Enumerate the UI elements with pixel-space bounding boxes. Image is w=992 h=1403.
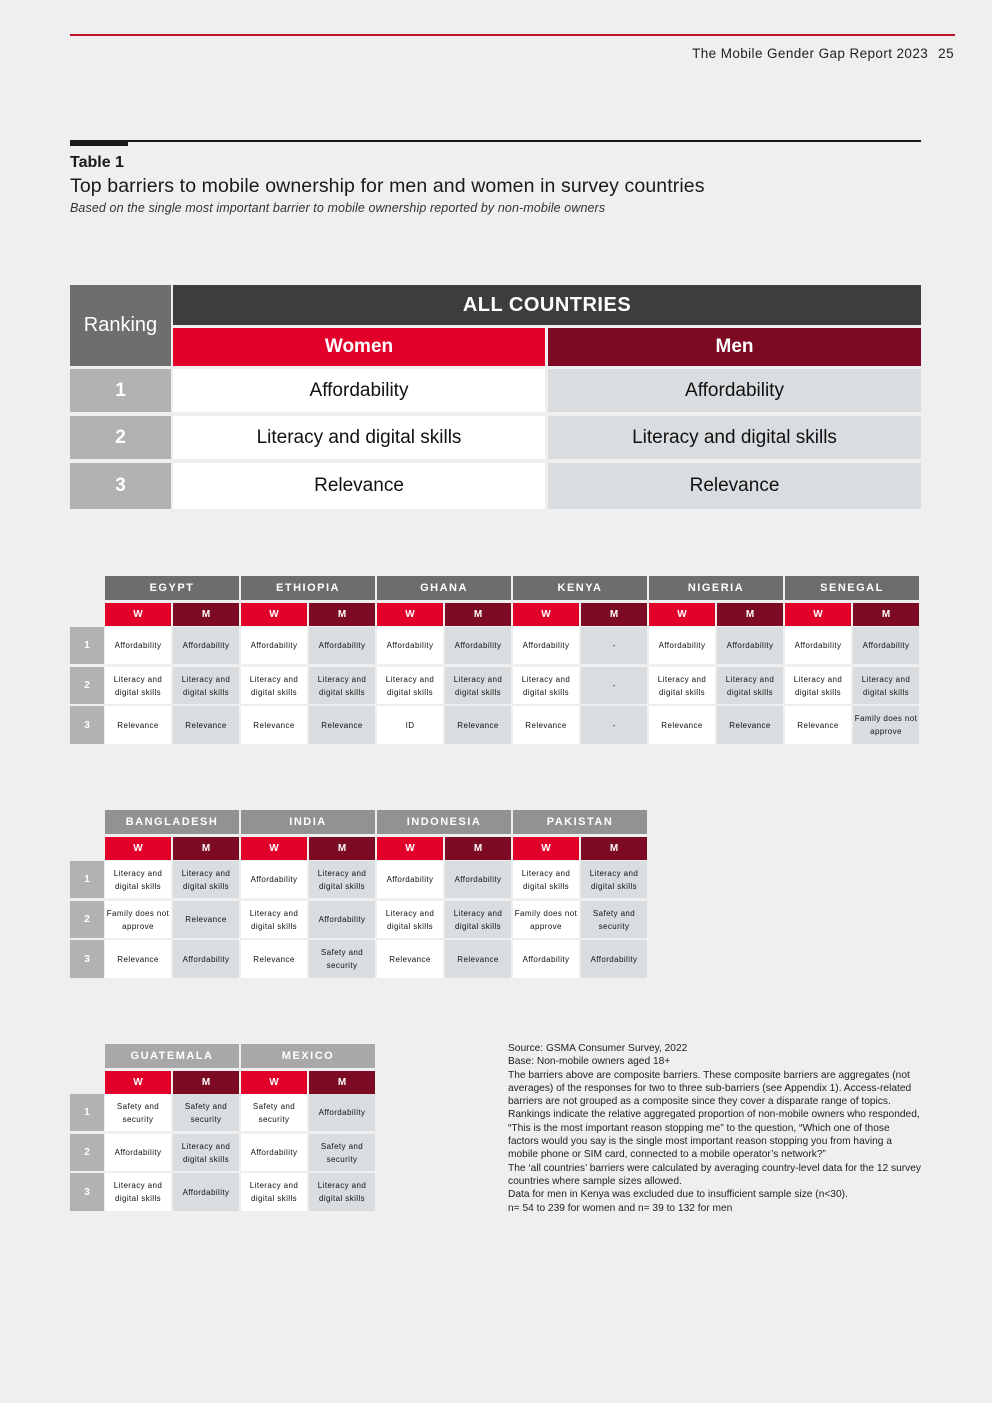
men-barrier-cell: Relevance bbox=[548, 463, 921, 509]
women-barrier-cell: Family does not approve bbox=[513, 901, 579, 938]
women-barrier-cell: Relevance bbox=[241, 940, 307, 978]
women-barrier-cell: Relevance bbox=[649, 706, 715, 744]
women-barrier-cell: Affordability bbox=[241, 1134, 307, 1171]
rank-cell: 3 bbox=[70, 463, 171, 509]
women-barrier-cell: Affordability bbox=[513, 940, 579, 978]
men-column-header: M bbox=[309, 603, 375, 626]
women-barrier-cell: Relevance bbox=[785, 706, 851, 744]
women-column-header: W bbox=[513, 837, 579, 860]
rank-cell: 1 bbox=[70, 1094, 104, 1131]
men-barrier-cell: Relevance bbox=[309, 706, 375, 744]
men-column-header: M bbox=[853, 603, 919, 626]
rank-cell: 2 bbox=[70, 901, 104, 938]
men-barrier-cell: Affordability bbox=[717, 627, 783, 664]
men-barrier-cell: Affordability bbox=[173, 1173, 239, 1211]
men-barrier-cell: Safety and security bbox=[581, 901, 647, 938]
women-column-header: W bbox=[377, 603, 443, 626]
men-barrier-cell: Affordability bbox=[309, 901, 375, 938]
country-header: MEXICO bbox=[241, 1044, 375, 1068]
country-header: KENYA bbox=[513, 576, 647, 600]
women-barrier-cell: Literacy and digital skills bbox=[649, 667, 715, 704]
men-barrier-cell: Literacy and digital skills bbox=[309, 1173, 375, 1211]
women-barrier-cell: Relevance bbox=[173, 463, 545, 509]
note-line: The ‘all countries’ barriers were calculated by averaging country-level data for the 12 survey countries where sample sizes allowed. bbox=[508, 1162, 921, 1187]
rank-cell: 1 bbox=[70, 369, 171, 412]
rank-cell: 3 bbox=[70, 706, 104, 744]
country-header: INDONESIA bbox=[377, 810, 511, 834]
all-countries-header: ALL COUNTRIES bbox=[173, 285, 921, 325]
men-barrier-cell: Literacy and digital skills bbox=[309, 667, 375, 704]
women-barrier-cell: Relevance bbox=[513, 706, 579, 744]
men-barrier-cell: Relevance bbox=[173, 706, 239, 744]
table-rule bbox=[70, 140, 921, 142]
women-barrier-cell: Affordability bbox=[377, 861, 443, 898]
men-barrier-cell: Affordability bbox=[309, 627, 375, 664]
men-barrier-cell: - bbox=[581, 667, 647, 704]
women-barrier-cell: Literacy and digital skills bbox=[241, 667, 307, 704]
women-barrier-cell: Affordability bbox=[513, 627, 579, 664]
note-line: The barriers above are composite barriers. These composite barriers are aggregates (not averages) of the responses for two to three sub-barriers (see Appendix 1). Access-related barriers are not grouped as a composite since they cover a disparate range of topics. Rankings indicate the relative aggregated proportion of non-mobile owners who responded, “This is the most important reason stopping me” to the question, “Which one of those factors would you say is the single most important reason stopping you from having a mobile phone or SIM card, connected to a mobile operator’s network?” bbox=[508, 1069, 920, 1161]
men-barrier-cell: Relevance bbox=[717, 706, 783, 744]
men-barrier-cell: Safety and security bbox=[309, 940, 375, 978]
women-barrier-cell: Safety and security bbox=[105, 1094, 171, 1131]
rank-cell: 3 bbox=[70, 1173, 104, 1211]
table-label: Table 1 bbox=[70, 154, 124, 171]
country-header: GHANA bbox=[377, 576, 511, 600]
men-barrier-cell: Literacy and digital skills bbox=[445, 901, 511, 938]
page-number: 25 bbox=[938, 46, 954, 61]
men-barrier-cell: Relevance bbox=[173, 901, 239, 938]
women-barrier-cell: ID bbox=[377, 706, 443, 744]
country-header: NIGERIA bbox=[649, 576, 783, 600]
country-header: SENEGAL bbox=[785, 576, 919, 600]
men-barrier-cell: Literacy and digital skills bbox=[309, 861, 375, 898]
men-column-header: M bbox=[445, 837, 511, 860]
women-column-header: W bbox=[105, 603, 171, 626]
rank-cell: 2 bbox=[70, 1134, 104, 1171]
men-column-header: M bbox=[309, 1071, 375, 1094]
men-barrier-cell: Literacy and digital skills bbox=[445, 667, 511, 704]
men-barrier-cell: - bbox=[581, 706, 647, 744]
men-column-header: M bbox=[309, 837, 375, 860]
women-barrier-cell: Affordability bbox=[241, 627, 307, 664]
men-barrier-cell: Literacy and digital skills bbox=[173, 1134, 239, 1171]
women-barrier-cell: Relevance bbox=[241, 706, 307, 744]
men-column-header: M bbox=[173, 1071, 239, 1094]
country-header: GUATEMALA bbox=[105, 1044, 239, 1068]
women-column-header: W bbox=[785, 603, 851, 626]
country-header: INDIA bbox=[241, 810, 375, 834]
men-barrier-cell: Safety and security bbox=[173, 1094, 239, 1131]
header-rule bbox=[70, 34, 955, 36]
men-barrier-cell: Relevance bbox=[445, 940, 511, 978]
men-barrier-cell: Affordability bbox=[445, 861, 511, 898]
men-barrier-cell: Safety and security bbox=[309, 1134, 375, 1171]
women-column-header: W bbox=[241, 603, 307, 626]
women-barrier-cell: Relevance bbox=[105, 706, 171, 744]
women-barrier-cell: Literacy and digital skills bbox=[241, 901, 307, 938]
women-barrier-cell: Affordability bbox=[105, 1134, 171, 1171]
men-barrier-cell: Literacy and digital skills bbox=[853, 667, 919, 704]
women-barrier-cell: Literacy and digital skills bbox=[785, 667, 851, 704]
women-barrier-cell: Affordability bbox=[241, 861, 307, 898]
country-header: PAKISTAN bbox=[513, 810, 647, 834]
women-barrier-cell: Literacy and digital skills bbox=[377, 901, 443, 938]
women-barrier-cell: Literacy and digital skills bbox=[241, 1173, 307, 1211]
rank-cell: 3 bbox=[70, 940, 104, 978]
women-barrier-cell: Affordability bbox=[785, 627, 851, 664]
rank-cell: 2 bbox=[70, 667, 104, 704]
country-header: EGYPT bbox=[105, 576, 239, 600]
men-header: Men bbox=[548, 328, 921, 366]
table-title: Top barriers to mobile ownership for men and women in survey countries bbox=[70, 175, 705, 197]
women-column-header: W bbox=[105, 837, 171, 860]
note-line: Data for men in Kenya was excluded due to insufficient sample size (n<30). bbox=[508, 1189, 848, 1201]
ranking-header: Ranking bbox=[70, 285, 171, 366]
men-column-header: M bbox=[173, 837, 239, 860]
men-barrier-cell: Affordability bbox=[548, 369, 921, 412]
women-barrier-cell: Literacy and digital skills bbox=[173, 416, 545, 459]
note-line: Source: GSMA Consumer Survey, 2022 bbox=[508, 1043, 688, 1054]
women-barrier-cell: Literacy and digital skills bbox=[377, 667, 443, 704]
source-notes bbox=[508, 1042, 923, 1215]
women-barrier-cell: Literacy and digital skills bbox=[105, 667, 171, 704]
women-barrier-cell: Literacy and digital skills bbox=[513, 861, 579, 898]
country-header: BANGLADESH bbox=[105, 810, 239, 834]
men-column-header: M bbox=[717, 603, 783, 626]
men-barrier-cell: Affordability bbox=[853, 627, 919, 664]
rank-cell: 1 bbox=[70, 861, 104, 898]
men-barrier-cell: Literacy and digital skills bbox=[548, 416, 921, 459]
women-column-header: W bbox=[649, 603, 715, 626]
men-barrier-cell: Affordability bbox=[445, 627, 511, 664]
women-column-header: W bbox=[241, 1071, 307, 1094]
women-barrier-cell: Affordability bbox=[105, 627, 171, 664]
men-barrier-cell: Affordability bbox=[173, 940, 239, 978]
men-barrier-cell: Relevance bbox=[445, 706, 511, 744]
men-barrier-cell: Literacy and digital skills bbox=[173, 861, 239, 898]
rank-cell: 1 bbox=[70, 627, 104, 664]
women-barrier-cell: Literacy and digital skills bbox=[105, 1173, 171, 1211]
women-column-header: W bbox=[105, 1071, 171, 1094]
men-barrier-cell: Affordability bbox=[173, 627, 239, 664]
women-barrier-cell: Relevance bbox=[377, 940, 443, 978]
men-column-header: M bbox=[581, 603, 647, 626]
women-barrier-cell: Literacy and digital skills bbox=[105, 861, 171, 898]
table-rule-accent bbox=[70, 142, 128, 146]
note-line: Base: Non-mobile owners aged 18+ bbox=[508, 1056, 671, 1068]
women-barrier-cell: Family does not approve bbox=[105, 901, 171, 938]
men-barrier-cell: Family does not approve bbox=[853, 706, 919, 744]
women-barrier-cell: Affordability bbox=[377, 627, 443, 664]
running-header bbox=[692, 46, 954, 61]
men-column-header: M bbox=[173, 603, 239, 626]
rank-cell: 2 bbox=[70, 416, 171, 459]
men-barrier-cell: Affordability bbox=[581, 940, 647, 978]
men-column-header: M bbox=[581, 837, 647, 860]
report-title: The Mobile Gender Gap Report 2023 bbox=[692, 46, 929, 61]
men-barrier-cell: Literacy and digital skills bbox=[173, 667, 239, 704]
women-barrier-cell: Relevance bbox=[105, 940, 171, 978]
table-subtitle: Based on the single most important barrier to mobile ownership reported by non-mobile owners bbox=[70, 201, 606, 215]
women-header: Women bbox=[173, 328, 545, 366]
women-barrier-cell: Safety and security bbox=[241, 1094, 307, 1131]
women-column-header: W bbox=[377, 837, 443, 860]
men-barrier-cell: - bbox=[581, 627, 647, 664]
women-barrier-cell: Literacy and digital skills bbox=[513, 667, 579, 704]
men-column-header: M bbox=[445, 603, 511, 626]
note-line: n= 54 to 239 for women and n= 39 to 132 for men bbox=[508, 1202, 733, 1214]
women-column-header: W bbox=[513, 603, 579, 626]
women-barrier-cell: Affordability bbox=[173, 369, 545, 412]
men-barrier-cell: Literacy and digital skills bbox=[581, 861, 647, 898]
women-column-header: W bbox=[241, 837, 307, 860]
women-barrier-cell: Affordability bbox=[649, 627, 715, 664]
men-barrier-cell: Literacy and digital skills bbox=[717, 667, 783, 704]
men-barrier-cell: Affordability bbox=[309, 1094, 375, 1131]
country-header: ETHIOPIA bbox=[241, 576, 375, 600]
